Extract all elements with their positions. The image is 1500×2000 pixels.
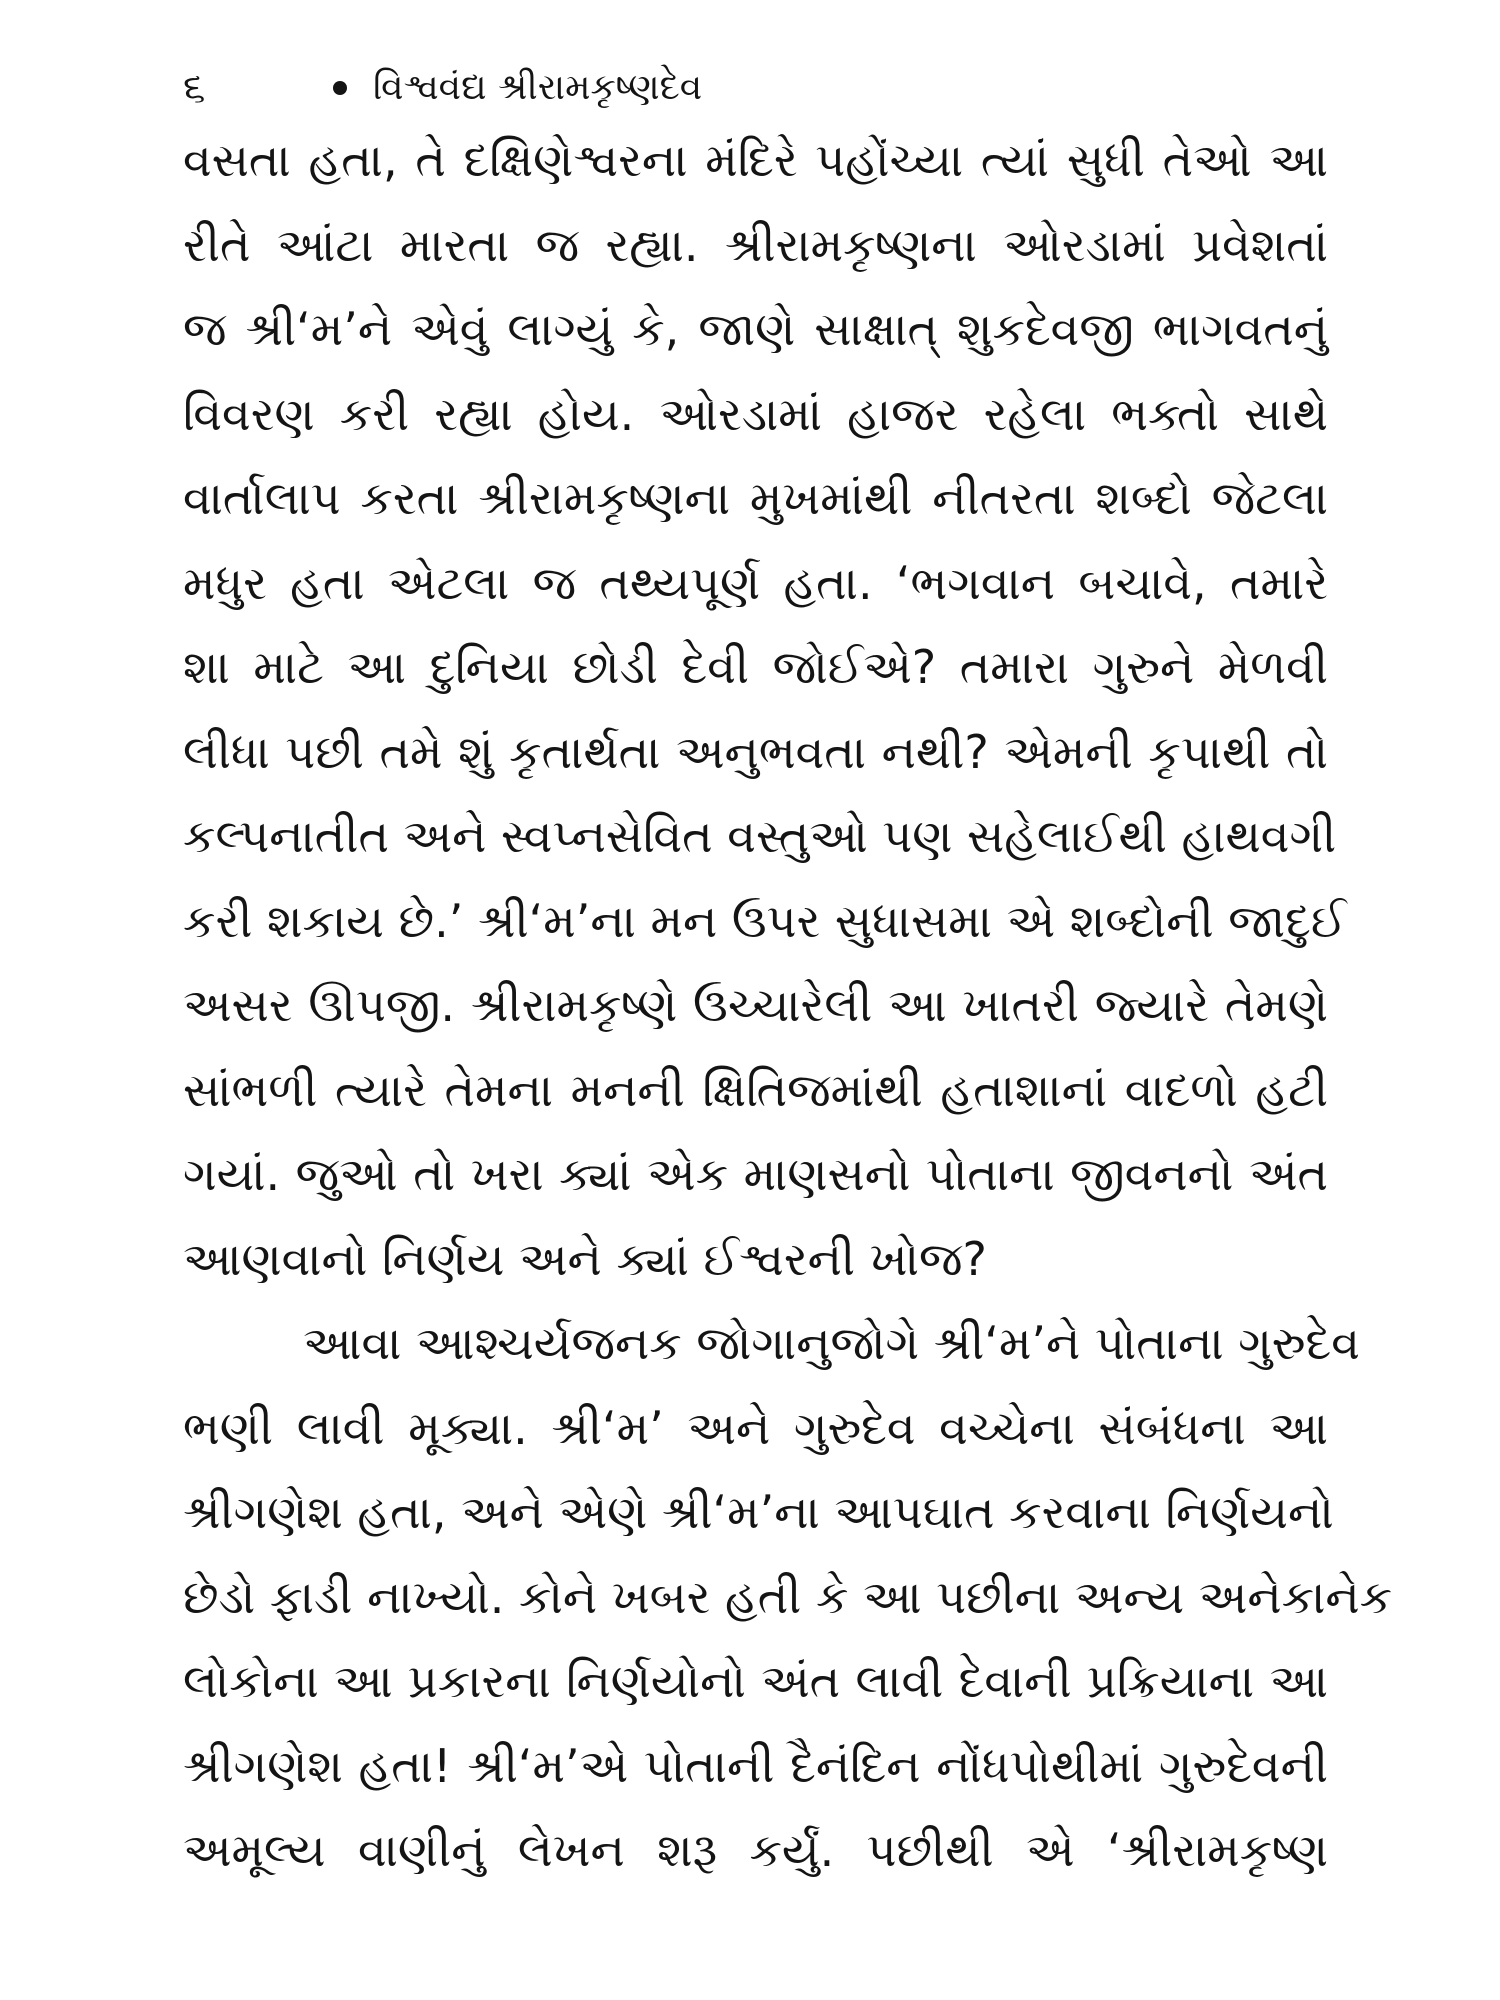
text-line: જ શ્રી‘મ’ને એવું લાગ્યું કે, જાણે સાક્ષાત્ શુકદેવજી ભાગવતનું: [183, 302, 1328, 356]
bullet-icon: [333, 81, 347, 95]
text-line: શ્રીગણેશ હતા! શ્રી‘મ’એ પોતાની દૈનંદિન નોંધપોથીમાં ગુરુદેવની: [183, 1738, 1328, 1793]
text-line: અસર ઊપજી. શ્રીરામકૃષ્ણે ઉચ્ચારેલી આ ખાતરી જ્યારે તેમણે: [183, 978, 1328, 1032]
text-line: સાંભળી ત્યારે તેમના મનની ક્ષિતિજમાંથી હતાશાનાં વાદળો હટી: [183, 1062, 1328, 1117]
text-line: ગયાં. જુઓ તો ખરા ક્યાં એક માણસનો પોતાના જીવનનો અંત: [183, 1147, 1328, 1201]
text-line: વાર્તાલાપ કરતા શ્રીરામકૃષ્ણના મુખમાંથી નીતરતા શબ્દો જેટલા: [183, 471, 1328, 525]
paragraph-start-line: આવા આશ્ચર્યજનક જોગાનુજોગે શ્રી‘મ’ને પોતાના ગુરુદેવ: [303, 1316, 1360, 1370]
body-text: [183, 118, 1393, 1893]
running-header: [183, 58, 702, 118]
text-line: અમૂલ્ય વાણીનું લેખન શરૂ કર્યું. પછીથી એ ‘શ્રીરામકૃષ્ણ: [183, 1823, 1328, 1877]
text-line: કલ્પનાતીત અને સ્વપ્નસેવિત વસ્તુઓ પણ સહેલાઈથી હાથવગી: [183, 809, 1337, 863]
text-line: મધુર હતા એટલા જ તથ્યપૂર્ણ હતા. ‘ભગવાન બચાવે, તમારે: [183, 555, 1328, 610]
text-line: વસતા હતા, તે દક્ષિણેશ્વરના મંદિરે પહોંચ્યા ત્યાં સુધી તેઓ આ: [183, 133, 1328, 187]
text-line: લોકોના આ પ્રકારના નિર્ણયોનો અંત લાવી દેવાની પ્રક્રિયાના આ: [183, 1654, 1328, 1708]
text-line: લીધા પછી તમે શું કૃતાર્થતા અનુભવતા નથી? એમની કૃપાથી તો: [183, 724, 1328, 779]
text-line: ભણી લાવી મૂક્યા. શ્રી‘મ’ અને ગુરુદેવ વચ્ચેના સંબંધના આ: [183, 1400, 1328, 1455]
paragraph-end-line: આણવાનો નિર્ણય અને ક્યાં ઈશ્વરની ખોજ?: [183, 1231, 987, 1286]
text-line: છેડો ફાડી નાખ્યો. કોને ખબર હતી કે આ પછીના અન્ય અનેકાનેક: [183, 1569, 1393, 1624]
text-line: શા માટે આ દુનિયા છોડી દેવી જોઈએ? તમારા ગુરુને મેળવી: [183, 640, 1328, 694]
text-line: રીતે આંટા મારતા જ રહ્યા. શ્રીરામકૃષ્ણના ઓરડામાં પ્રવેશતાં: [183, 217, 1328, 272]
text-line: વિવરણ કરી રહ્યા હોય. ઓરડામાં હાજર રહેલા ભક્તો સાથે: [183, 386, 1328, 441]
book-title: વિશ્વવંદ્ય શ્રીરામકૃષ્ણદેવ: [373, 67, 703, 108]
page-number: ૬: [183, 65, 206, 111]
text-line: શ્રીગણેશ હતા, અને એણે શ્રી‘મ’ના આપઘાત કરવાના નિર્ણયનો: [183, 1485, 1334, 1539]
text-line: કરી શકાય છે.’ શ્રી‘મ’ના મન ઉપર સુધાસમા એ શબ્દોની જાદુઈ: [183, 893, 1347, 948]
